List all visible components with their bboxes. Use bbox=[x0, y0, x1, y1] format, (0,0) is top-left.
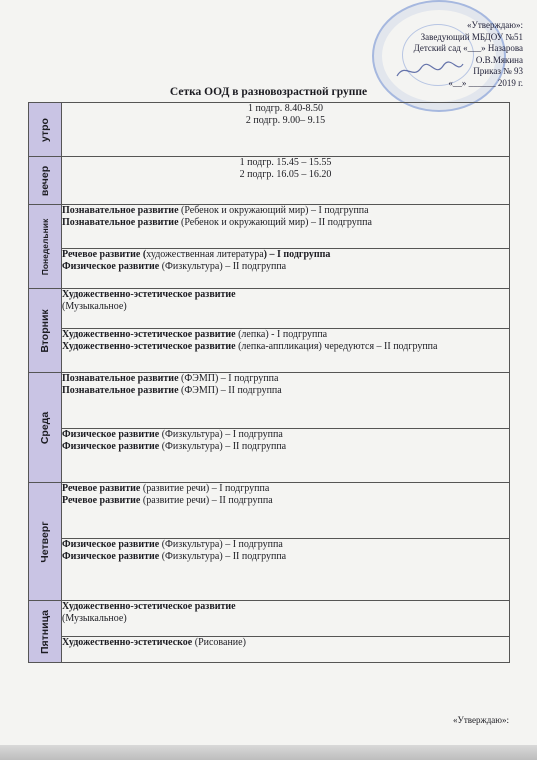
schedule-table bbox=[28, 102, 510, 663]
day-cell-wednesday bbox=[29, 373, 62, 483]
tuesday-slot-2 bbox=[62, 329, 510, 373]
row-monday-1 bbox=[29, 205, 510, 249]
activity-detail: (лепка-аппликация) чередуются – II подгруппа bbox=[235, 341, 438, 352]
day-cell-monday bbox=[29, 205, 62, 289]
monday-slot-2-line-2 bbox=[62, 261, 509, 273]
day-cell-thursday bbox=[29, 483, 62, 601]
activity-detail: (Физкультура) – I подгруппа bbox=[159, 429, 283, 440]
footer-approval: «Утверждаю»: bbox=[452, 715, 509, 725]
row-evening bbox=[29, 157, 510, 205]
activity-detail: (Ребенок и окружающий мир) – I подгруппа bbox=[178, 205, 369, 216]
activity-name: Речевое развитие bbox=[62, 483, 141, 494]
day-cell-evening bbox=[29, 157, 62, 205]
morning-times bbox=[62, 103, 510, 157]
approval-block bbox=[388, 20, 523, 89]
activity-name: Речевое развитие bbox=[62, 495, 141, 506]
activity-detail: (развитие речи) – I подгруппа bbox=[140, 483, 270, 494]
activity-name: Познавательное развитие bbox=[62, 217, 179, 228]
friday-slot-2-line-1 bbox=[62, 637, 509, 649]
row-monday-2 bbox=[29, 249, 510, 289]
day-label-tuesday: Вторник bbox=[39, 308, 51, 353]
thursday-slot-1-line-2 bbox=[62, 495, 509, 507]
row-thursday-1 bbox=[29, 483, 510, 539]
scan-edge bbox=[0, 745, 537, 760]
activity-detail: (Физкультура) – II подгруппа bbox=[159, 441, 287, 452]
wednesday-slot-1-line-2 bbox=[62, 385, 509, 397]
activity-name: Физическое развитие bbox=[62, 261, 160, 272]
friday-slot-1 bbox=[62, 601, 510, 637]
tuesday-slot-1-line-2: (Музыкальное) bbox=[62, 301, 127, 312]
row-tuesday-2 bbox=[29, 329, 510, 373]
day-cell-friday bbox=[29, 601, 62, 663]
row-thursday-2 bbox=[29, 539, 510, 601]
row-friday-2 bbox=[29, 637, 510, 663]
activity-name: Физическое развитие bbox=[62, 429, 160, 440]
monday-slot-2-line-1 bbox=[62, 249, 509, 261]
activity-name: Физическое развитие bbox=[62, 441, 160, 452]
monday-slot-1-line-1 bbox=[62, 205, 509, 217]
activity-detail: (ФЭМП) – I подгруппа bbox=[178, 373, 279, 384]
activity-detail: (Физкультура) – II подгруппа bbox=[159, 551, 287, 562]
activity-name: Художественно-эстетическое развитие bbox=[62, 341, 236, 352]
day-cell-tuesday bbox=[29, 289, 62, 373]
monday-slot-1 bbox=[62, 205, 510, 249]
activity-name: Речевое развитие ( bbox=[62, 249, 147, 260]
activity-name: Познавательное развитие bbox=[62, 205, 179, 216]
approval-line-2: Детский сад «___» Назарова bbox=[413, 43, 523, 53]
row-morning bbox=[29, 103, 510, 157]
thursday-slot-1-line-1 bbox=[62, 483, 509, 495]
activity-name: Познавательное развитие bbox=[62, 385, 179, 396]
activity-name: Художественно-эстетическое развитие bbox=[62, 329, 236, 340]
row-wednesday-1 bbox=[29, 373, 510, 429]
monday-slot-2 bbox=[62, 249, 510, 289]
wednesday-slot-1 bbox=[62, 373, 510, 429]
activity-detail: (ФЭМП) – II подгруппа bbox=[178, 385, 282, 396]
activity-detail: (Рисование) bbox=[192, 637, 246, 648]
activity-name: Физическое развитие bbox=[62, 539, 160, 550]
approval-line-5: «__» ______ 2019 г. bbox=[448, 77, 523, 88]
activity-detail: (Физкультура) – II подгруппа bbox=[159, 261, 287, 272]
day-label-thursday: Четверг bbox=[39, 520, 51, 563]
day-label-evening: вечер bbox=[39, 165, 51, 196]
activity-detail: художественная литература bbox=[146, 249, 264, 260]
day-cell-morning bbox=[29, 103, 62, 157]
day-label-morning: утро bbox=[39, 117, 51, 142]
wednesday-slot-2-line-1 bbox=[62, 429, 509, 441]
wednesday-slot-1-line-1 bbox=[62, 373, 509, 385]
row-friday-1 bbox=[29, 601, 510, 637]
tuesday-slot-2-line-1 bbox=[62, 329, 509, 341]
wednesday-slot-2-line-2 bbox=[62, 441, 509, 453]
thursday-slot-2-line-2 bbox=[62, 551, 509, 563]
morning-time-2: 2 подгр. 9.00– 9.15 bbox=[245, 115, 326, 126]
friday-slot-1-line-2: (Музыкальное) bbox=[62, 613, 127, 624]
evening-time-2: 2 подгр. 16.05 – 16.20 bbox=[239, 169, 332, 180]
activity-name: Художественно-эстетическое bbox=[62, 637, 193, 648]
activity-detail: (Ребенок и окружающий мир) – II подгруппа bbox=[178, 217, 372, 228]
evening-time-1: 1 подгр. 15.45 – 15.55 bbox=[239, 157, 332, 168]
row-wednesday-2 bbox=[29, 429, 510, 483]
thursday-slot-2 bbox=[62, 539, 510, 601]
day-label-monday: Понедельник bbox=[40, 218, 50, 275]
day-label-friday: Пятница bbox=[39, 609, 51, 654]
activity-name: Познавательное развитие bbox=[62, 373, 179, 384]
activity-suffix: ) – I подгруппа bbox=[263, 249, 331, 260]
approval-line-3: О.В.Мякина bbox=[475, 54, 523, 65]
day-label-wednesday: Среда bbox=[39, 411, 51, 444]
activity-detail: (Физкультура) – I подгруппа bbox=[159, 539, 283, 550]
approval-heading: «Утверждаю»: bbox=[466, 20, 523, 30]
activity-detail: (развитие речи) – II подгруппа bbox=[140, 495, 273, 506]
monday-slot-1-line-2 bbox=[62, 217, 509, 229]
thursday-slot-2-line-1 bbox=[62, 539, 509, 551]
tuesday-slot-2-line-2 bbox=[62, 341, 509, 353]
wednesday-slot-2 bbox=[62, 429, 510, 483]
page-title: Сетка ООД в разновозрастной группе bbox=[169, 86, 368, 98]
approval-line-4: Приказ № 93 bbox=[473, 66, 523, 76]
activity-detail: (лепка) - I подгруппа bbox=[235, 329, 328, 340]
evening-times bbox=[62, 157, 510, 205]
row-tuesday-1 bbox=[29, 289, 510, 329]
tuesday-slot-1 bbox=[62, 289, 510, 329]
approval-line-1: Заведующий МБДОУ №51 bbox=[420, 31, 523, 42]
thursday-slot-1 bbox=[62, 483, 510, 539]
friday-slot-1-line-1: Художественно-эстетическое развитие bbox=[62, 601, 236, 612]
friday-slot-2 bbox=[62, 637, 510, 663]
activity-name: Физическое развитие bbox=[62, 551, 160, 562]
morning-time-1: 1 подгр. 8.40-8.50 bbox=[247, 103, 324, 114]
tuesday-slot-1-line-1: Художественно-эстетическое развитие bbox=[62, 289, 236, 300]
